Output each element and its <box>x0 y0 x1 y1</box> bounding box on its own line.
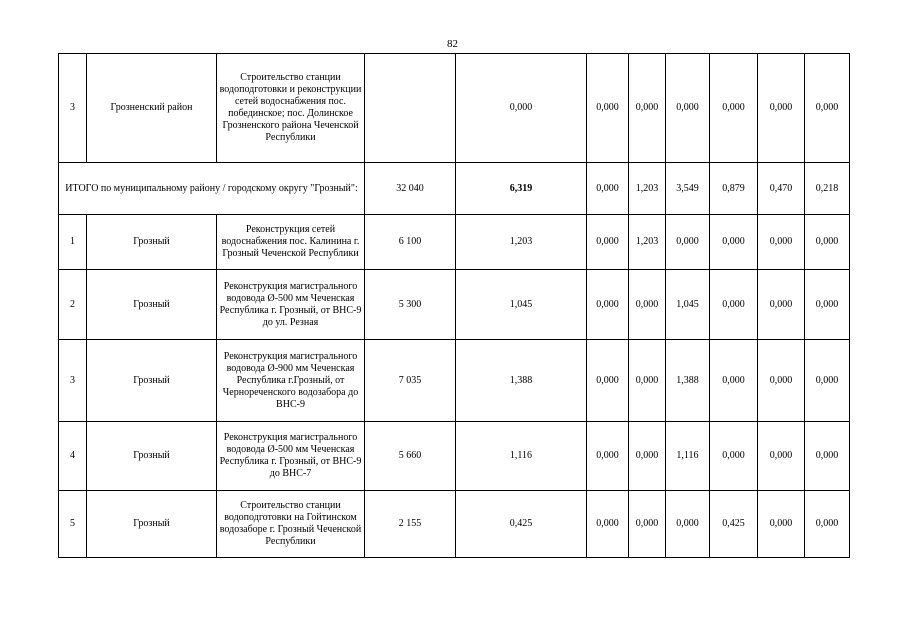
value-cell: 0,000 <box>587 215 629 270</box>
district-cell: Грозный <box>87 270 217 340</box>
project-name-cell: Строительство станции водоподготовки и реконструкции сетей водоснабжения пос. побединское; пос. Долинское Грозненского района Чеченской Республики <box>217 54 365 163</box>
row-index: 1 <box>59 215 87 270</box>
amount-cell: 32 040 <box>365 163 456 215</box>
value-cell: 0,000 <box>629 340 666 422</box>
table-row <box>59 54 850 163</box>
amount-cell: 7 035 <box>365 340 456 422</box>
value-cell: 0,000 <box>710 54 758 163</box>
value-cell: 0,000 <box>758 270 805 340</box>
district-cell: Грозненский район <box>87 54 217 163</box>
district-cell: Грозный <box>87 215 217 270</box>
page-number: 82 <box>447 38 458 50</box>
table-row <box>59 422 850 491</box>
table-row <box>59 491 850 558</box>
total-value-cell: 1,116 <box>456 422 587 491</box>
value-cell: 0,425 <box>710 491 758 558</box>
total-value-cell: 6,319 <box>456 163 587 215</box>
value-cell: 0,000 <box>805 270 850 340</box>
value-cell: 1,045 <box>666 270 710 340</box>
value-cell: 0,000 <box>758 54 805 163</box>
value-cell: 0,000 <box>629 270 666 340</box>
value-cell: 0,000 <box>587 270 629 340</box>
row-index: 3 <box>59 340 87 422</box>
value-cell: 0,000 <box>666 54 710 163</box>
value-cell: 0,000 <box>629 54 666 163</box>
value-cell: 0,000 <box>587 422 629 491</box>
total-value-cell: 1,388 <box>456 340 587 422</box>
row-index: 2 <box>59 270 87 340</box>
total-value-cell: 1,203 <box>456 215 587 270</box>
amount-cell: 5 300 <box>365 270 456 340</box>
value-cell: 0,000 <box>629 422 666 491</box>
value-cell: 3,549 <box>666 163 710 215</box>
value-cell: 0,000 <box>758 422 805 491</box>
value-cell: 0,000 <box>758 215 805 270</box>
value-cell: 0,000 <box>587 340 629 422</box>
amount-cell: 2 155 <box>365 491 456 558</box>
row-index: 5 <box>59 491 87 558</box>
investment-table <box>58 53 850 558</box>
value-cell: 0,000 <box>805 422 850 491</box>
value-cell: 1,116 <box>666 422 710 491</box>
value-cell: 0,000 <box>710 340 758 422</box>
value-cell: 0,000 <box>805 54 850 163</box>
value-cell: 0,000 <box>666 215 710 270</box>
value-cell: 0,218 <box>805 163 850 215</box>
value-cell: 0,000 <box>758 340 805 422</box>
value-cell: 1,203 <box>629 163 666 215</box>
project-name-cell: Реконструкция магистрального водовода Ø-500 мм Чеченская Республика г. Грозный, от ВНС-9 до ул. Резная <box>217 270 365 340</box>
value-cell: 0,879 <box>710 163 758 215</box>
total-row <box>59 163 850 215</box>
value-cell: 0,000 <box>629 491 666 558</box>
project-name-cell: Реконструкция магистрального водовода Ø-500 мм Чеченская Республика г. Грозный, от ВНС-9 до ВНС-7 <box>217 422 365 491</box>
project-name-cell: Реконструкция сетей водоснабжения пос. Калинина г. Грозный Чеченской Республики <box>217 215 365 270</box>
total-value-cell: 1,045 <box>456 270 587 340</box>
table-row <box>59 215 850 270</box>
row-index: 3 <box>59 54 87 163</box>
value-cell: 0,470 <box>758 163 805 215</box>
value-cell: 0,000 <box>805 491 850 558</box>
value-cell: 0,000 <box>805 215 850 270</box>
value-cell: 0,000 <box>666 491 710 558</box>
table-row <box>59 340 850 422</box>
district-cell: Грозный <box>87 422 217 491</box>
value-cell: 1,203 <box>629 215 666 270</box>
district-cell: Грозный <box>87 491 217 558</box>
total-value-cell: 0,425 <box>456 491 587 558</box>
total-value-cell: 0,000 <box>456 54 587 163</box>
value-cell: 0,000 <box>710 270 758 340</box>
project-name-cell: Строительство станции водоподготовки на Гойтинском водозаборе г. Грозный Чеченской Республики <box>217 491 365 558</box>
value-cell: 0,000 <box>587 54 629 163</box>
table-body <box>59 54 850 558</box>
value-cell: 0,000 <box>805 340 850 422</box>
value-cell: 1,388 <box>666 340 710 422</box>
value-cell: 0,000 <box>587 163 629 215</box>
total-label: ИТОГО по муниципальному району / городскому округу "Грозный": <box>59 163 365 215</box>
value-cell: 0,000 <box>587 491 629 558</box>
value-cell: 0,000 <box>710 215 758 270</box>
amount-cell <box>365 54 456 163</box>
value-cell: 0,000 <box>758 491 805 558</box>
amount-cell: 6 100 <box>365 215 456 270</box>
amount-cell: 5 660 <box>365 422 456 491</box>
value-cell: 0,000 <box>710 422 758 491</box>
row-index: 4 <box>59 422 87 491</box>
table-row <box>59 270 850 340</box>
project-name-cell: Реконструкция магистрального водовода Ø-900 мм Чеченская Республика г.Грозный, от Чернореченского водозабора до ВНС-9 <box>217 340 365 422</box>
district-cell: Грозный <box>87 340 217 422</box>
